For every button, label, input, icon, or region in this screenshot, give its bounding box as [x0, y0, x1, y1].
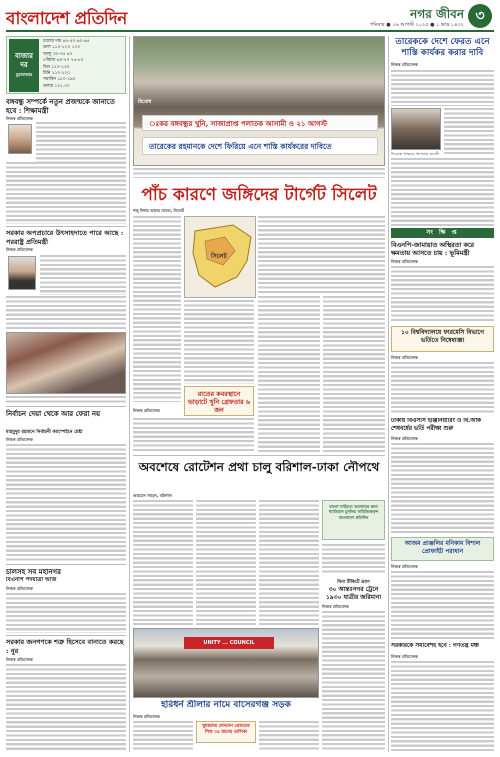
article-body: [391, 70, 494, 106]
subheadline: মাহমুদুর রহমানে নির্বাচনী ক্যাম্পেইনে চেষ্টা: [6, 430, 83, 435]
brief4-box: [391, 537, 494, 561]
price-row: ডিম ১২০-১৩০: [43, 64, 70, 70]
subheadline: বিএনপি পদযাত্রা আজ: [6, 577, 57, 583]
price-row: পেঁয়াজ ৬০-৭০ ৭৫-৮০: [43, 58, 84, 64]
article-body: [196, 500, 256, 625]
subheadline: বিনা টিকিটে ভ্রমণ: [337, 580, 370, 585]
banner-text-lower: তারেকের রহমানকে দেশে ফিরিয়ে এনে শাস্তি কার্যকরের দাবিতে: [142, 137, 378, 155]
price-row: চালের দাম ৪৫-৫০ ৬০-৬৫: [43, 39, 90, 44]
article-body: [259, 500, 319, 625]
article-body: [444, 108, 494, 156]
council-photo: [133, 628, 319, 698]
article-body: [40, 255, 126, 295]
byline: নিজস্ব প্রতিবেদক: [391, 654, 418, 659]
logo-text: বাংলাদেশ প্রতিদিন: [6, 9, 127, 29]
price-row: ডলার ১২২.০০: [43, 83, 70, 89]
banner-text-upper: ঃকর বঙ্গবন্ধুর খুনি, সাজাপ্রাপ্ত পলাতক আসামী ও ২১ আগস্ট: [142, 115, 378, 131]
article-body: [322, 611, 385, 751]
article-body: [391, 266, 494, 322]
highlight-box: [196, 721, 256, 743]
market-price-box: [6, 36, 126, 94]
article-body: [6, 162, 126, 224]
article-body: [133, 418, 254, 452]
article-body: [184, 300, 254, 384]
byline: নিজস্ব প্রতিবেদক: [133, 714, 160, 719]
photo-caption: [6, 396, 126, 404]
article-body: [133, 216, 181, 402]
byline: নিজস্ব প্রতিবেদক: [322, 604, 349, 609]
headline-brief5: সরকারকে সমাবেশই হবে : গণতন্ত্র মঞ্চ: [391, 643, 479, 649]
article-body: [258, 296, 320, 452]
box-headline: রাতের কবরস্থানে ভাড়াটে খুনি গ্রেফতার ৬ জন: [188, 390, 250, 414]
byline: নিজস্ব প্রতিবেদক: [6, 437, 33, 442]
divider: [6, 406, 126, 407]
masthead: [6, 4, 494, 32]
divider: [6, 635, 126, 636]
price-row: সয়াবিন ১৮০-১৯০: [43, 77, 76, 83]
article-body: [6, 296, 126, 330]
divider: [6, 226, 126, 227]
banner-fragment: রিরোধ: [138, 99, 152, 105]
headline-left2: সরকার অপপ্রচারে উৎসাহদাতে পারে আছে : পররাষ্ট্র প্রতিমন্ত্রী: [6, 229, 124, 246]
briefs-label: সং ক্ষি প্ত: [391, 228, 494, 238]
article-body: [36, 122, 126, 162]
headline-mid3: ৩০ আন্তঃনগর ট্রেনে ১৯৩০ যাত্রীর জরিমানা: [325, 586, 382, 601]
headline-mid2: অবশেষে রোটেশন প্রথা চালু বরিশাল-ঢাকা নৌপথে: [138, 460, 380, 474]
news-photo: [6, 332, 126, 394]
inset-ad-text: বাংলা সাহিত্যে অবদানের জন্য খ্যাতিমান মুসলিম সাহিত্যিকবৃন্দ বাংলাদেশ প্রতিদিন: [328, 504, 379, 520]
protest-photo: [133, 36, 385, 166]
newspaper-logo: [6, 6, 127, 34]
article-body: [323, 296, 385, 452]
price-box-label: বাজার দর মুদ্রাবাজার: [9, 39, 39, 92]
byline: নিজস্ব প্রতিবেদক: [6, 116, 33, 121]
headline-left1: বঙ্গবন্ধু সম্পর্কে নতুন প্রজন্মকে জানাতে হবে : শিক্ষামন্ত্রী: [6, 97, 115, 115]
council-sign: UNITY ... COUNCIL: [184, 637, 274, 649]
portrait-photo: [8, 256, 36, 290]
headline-left4: চালসহ সব মহানগর: [6, 567, 61, 576]
byline: আহমেদ সাহেদ, বরিশাল: [133, 493, 172, 498]
article-body: [391, 158, 494, 226]
photo-caption: ফিরোজ আহমেদ আসলাম শুনানী: [391, 152, 439, 156]
headline-bottom: হরিধর্ন শ্রীলার নামে বাসেরগঞ্জ সড়ক: [161, 700, 291, 710]
price-row: চিনি ১১০-১২০: [43, 71, 71, 77]
article-body: [391, 443, 494, 533]
column-rule: [129, 36, 130, 752]
sylhet-map: [184, 216, 256, 298]
price-row: ডাল ১১০-১২০ ১২০: [43, 45, 81, 51]
article-body: [6, 664, 126, 752]
article-body: [133, 721, 193, 751]
divider: [6, 564, 126, 565]
box-text: ঘুমন্তদের লেনদেন গ্রেফতার শিশু ৩৫ জনের তালিকা: [202, 724, 250, 735]
portrait-photo: [8, 124, 32, 154]
article-body: [258, 216, 385, 294]
article-body: [391, 362, 494, 414]
article-body: [133, 500, 193, 625]
headline-left3: নির্বাচন দেয়া থেকে আর ফেরা নয়: [6, 409, 101, 418]
price-row: আলু ৩০-৩৫ ৪০: [43, 51, 73, 57]
byline: নিজস্ব প্রতিবেদক: [6, 247, 33, 252]
headline-left5: সরকার জনগণকে শত্রু হিসেবে বানাতে করছে : নুর: [6, 638, 124, 655]
article-body: [6, 444, 126, 562]
byline: নিজস্ব প্রতিবেদক: [391, 564, 418, 569]
byline: নিজস্ব প্রতিবেদক: [391, 355, 418, 360]
brief2-box: [391, 326, 494, 352]
dateline: শনিবার ● ১৬ আগস্ট ২০২৫ ● ১ ভাদ্র ১৪৩২: [370, 22, 464, 28]
byline: শাহ্ দিদার আলম নবেল, সিলেট: [133, 208, 185, 213]
inset-ad: [322, 500, 385, 540]
article-body: [391, 661, 494, 751]
headline-brief4: আজম প্রাঞ্জলির মনিকাম বিশাল প্রোফাইট পরাধান: [404, 540, 481, 555]
price-list: [43, 39, 125, 90]
byline: নিজস্ব প্রতিবেদক: [391, 62, 418, 67]
headline-brief2: ১০ বিশ্ববিদ্যালয়ে ফারমেসি বিভাগে ভর্তিতে নিষেধাজ্ঞা: [400, 329, 485, 344]
highlight-box: [184, 386, 254, 416]
photo-caption: [133, 168, 385, 178]
article-body: [6, 593, 126, 633]
headline-brief3: ঢাকায় বিএসসি ইঞ্জিনিয়ারিং ও বি.আর্ক শেষবর্ষের ভর্তি পরীক্ষা শুরু: [391, 418, 481, 432]
byline: নিজস্ব প্রতিবেদক: [6, 586, 33, 591]
divider: [133, 455, 385, 456]
portrait-photo: [391, 108, 441, 150]
byline: নিজস্ব প্রতিবেদক: [391, 436, 418, 441]
map-label: সিলেট: [211, 253, 227, 260]
headline-brief1: বিএনপি-জামায়াত অস্থিরতা করে ক্ষমতায় আসতে চায় : ভূমিমন্ত্রী: [391, 241, 475, 258]
byline: নিজস্ব প্রতিবেদক: [133, 408, 160, 413]
main-headline: পাঁচ কারণে জঙ্গিদের টার্গেট সিলেট: [141, 185, 377, 205]
column-rule: [388, 36, 389, 752]
byline: নিজস্ব প্রতিবেদক: [391, 259, 418, 264]
byline: নিজস্ব প্রতিবেদক: [6, 657, 33, 662]
headline-right1: তারেককে দেশে ফেরত এনে শাস্তি কার্যকর করার দাবি: [395, 37, 490, 58]
article-body: [259, 721, 319, 751]
page-number: ৩: [468, 4, 492, 28]
article-body: [391, 571, 494, 639]
article-body: [322, 544, 385, 574]
section-title: নগর জীবন: [410, 7, 464, 21]
